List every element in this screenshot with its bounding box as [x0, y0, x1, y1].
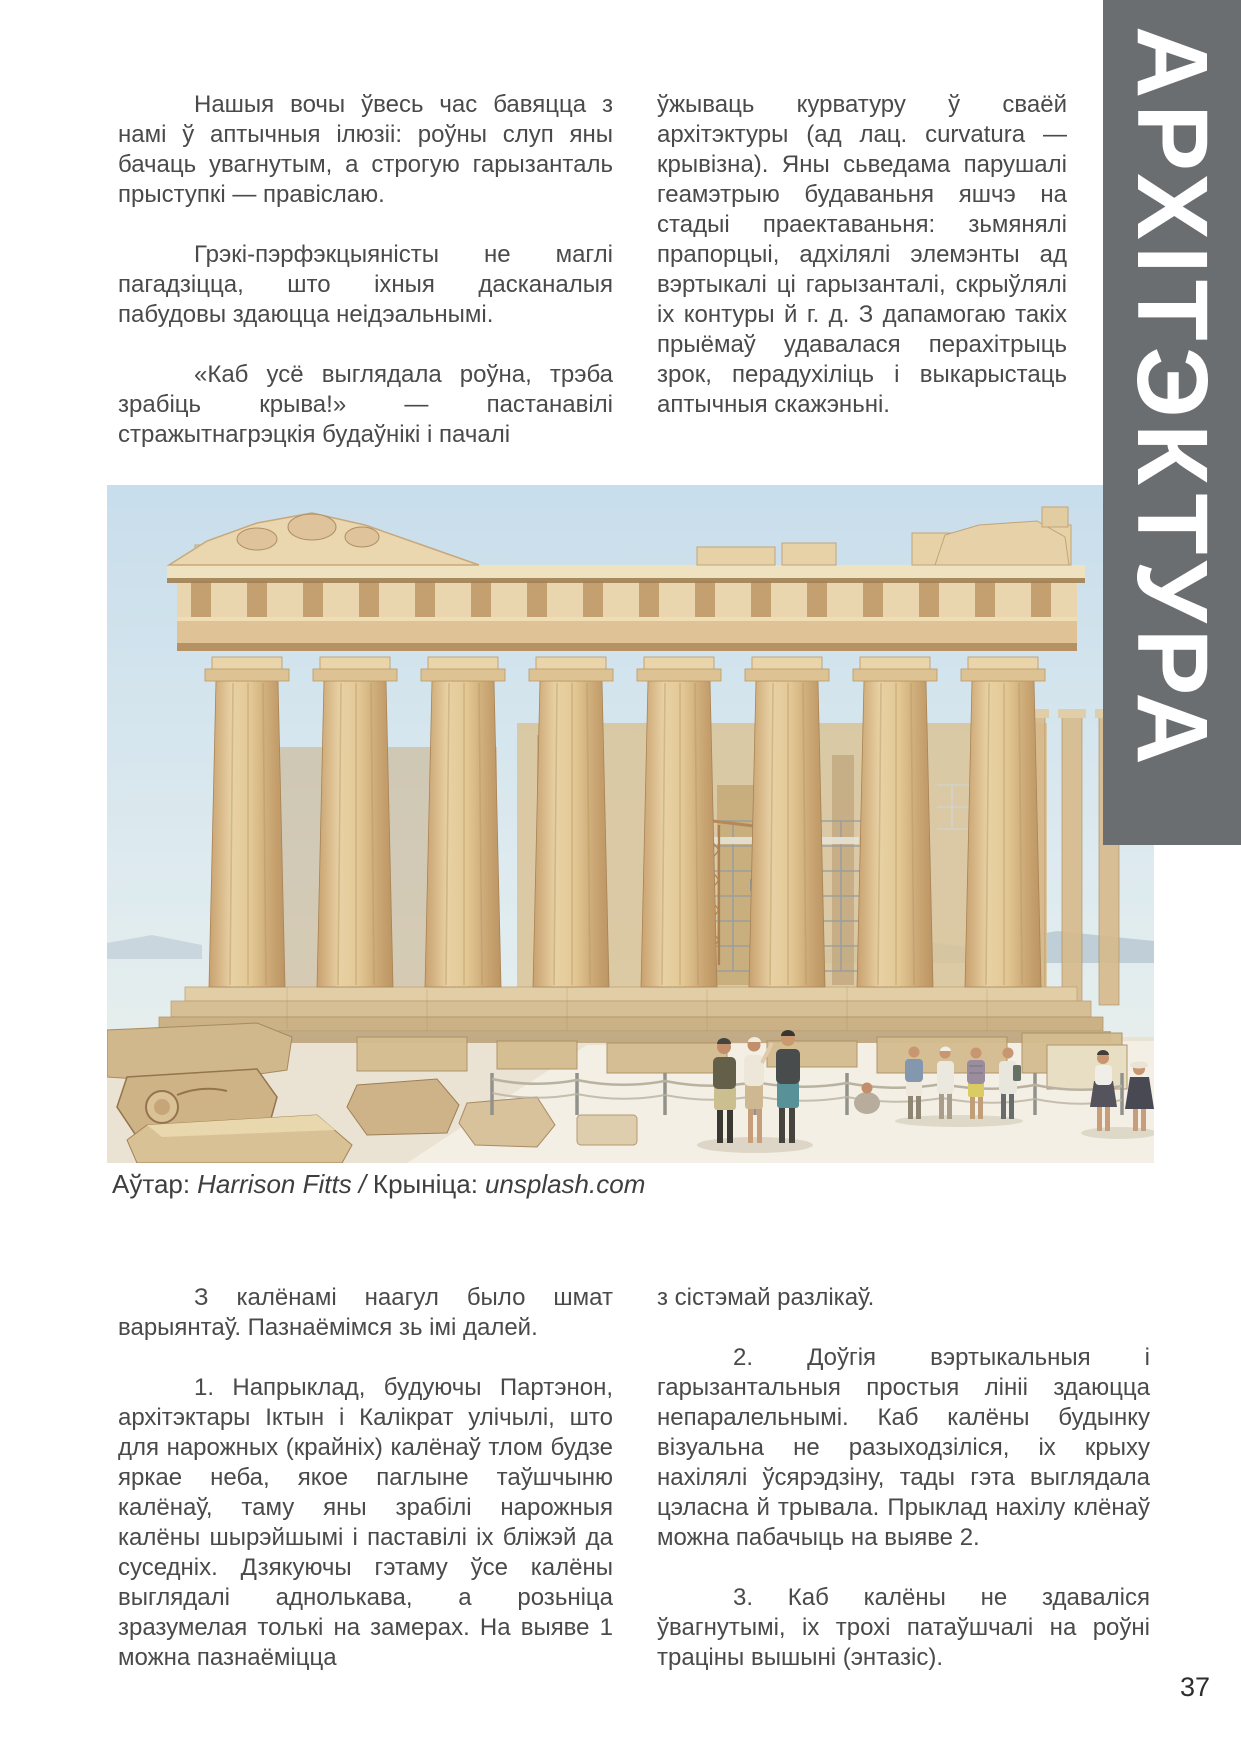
- column-top-right: [657, 90, 1067, 420]
- caption-author-label: Аўтар:: [112, 1169, 191, 1199]
- paragraph: 1. Напрыклад, будуючы Партэнон, архітэктары Іктын і Калікрат улічылі, што для нарожных (крайніх) калёнаў тлом будзе яркае неба, якое паглыне таўшчыню калёнаў, таму яны зрабілі нарожныя калёны шырэйшымі і паставілі іх бліжэй да суседніх. Дзякуючы гэтаму ўсе калёны выглядалі аднолькава, а розьніца зразумелая толькі на замерах. На выяве 1 можна пазнаёміцца: [118, 1374, 613, 1671]
- column-top-left: [118, 90, 613, 450]
- caption-author: Harrison Fitts: [197, 1169, 352, 1199]
- paragraph: Нашыя вочы ўвесь час бавяцца з намі ў аптычныя ілюзіі: роўны слуп яны бачаць увагнутым, а строгую гарызанталь прыступкі — правіслаю.: [118, 91, 613, 208]
- parthenon-photo: [107, 485, 1154, 1163]
- paragraph: З калёнамі наагул было шмат варыянтаў. Пазнаёмімся зь імі далей.: [118, 1284, 613, 1341]
- paragraph: «Каб усё выглядала роўна, трэба зрабіць крыва!» — пастанавілі стражытнагрэцкія будаўнікі і пачалі: [118, 361, 613, 448]
- photo-caption: [112, 1168, 645, 1200]
- paragraph: 3. Каб калёны не здаваліся ўвагнутымі, іх трохі патаўшчалі на роўні траціны вышыні (энтазіс).: [657, 1584, 1150, 1671]
- caption-source: unsplash.com: [484, 1169, 646, 1199]
- parthenon-illustration: [107, 485, 1154, 1163]
- column-bottom-left: [118, 1283, 613, 1673]
- column-bottom-right: [657, 1283, 1150, 1673]
- paragraph: ўжываць курватуру ў сваёй архітэктуры (ад лац. curvatura — крывізна). Яны сьведама парушалі геамэтрыю будаваньня яшчэ на стадыі праектаваньня: зьмянялі прапорцыі, адхілялі элемэнты ад вэртыкалі ці гарызанталі, скрыўлялі іх контуры й г. д. З дапамогаю такіх прыёмаў удавалася перахітрыць зрок, перадухіліць і выкарыстаць аптычныя скажэньні.: [657, 91, 1067, 418]
- caption-separator: /: [358, 1169, 366, 1199]
- paragraph: з сістэмай разлікаў.: [657, 1284, 875, 1311]
- page-number: 37: [1179, 1672, 1210, 1702]
- section-title: АРХІТЭКТУРА: [1116, 26, 1228, 771]
- section-title-bar: [1103, 0, 1241, 845]
- paragraph: Грэкі-пэрфэкцыяністы не маглі пагадзіцца, што іхныя дасканалыя пабудовы здаюцца неідэальнымі.: [118, 241, 613, 328]
- caption-source-label: Крыніца:: [372, 1169, 478, 1199]
- paragraph: 2. Доўгія вэртыкальныя і гарызантальныя простыя лініі здаюцца непаралельнымі. Каб калёны будынку візуальна не разыходзіліся, іх крыху нахілялі ўсярэдзіну, тады гэта выглядала цэласна й трывала. Прыклад нахілу клёнаў можна пабачыць на выяве 2.: [657, 1344, 1150, 1551]
